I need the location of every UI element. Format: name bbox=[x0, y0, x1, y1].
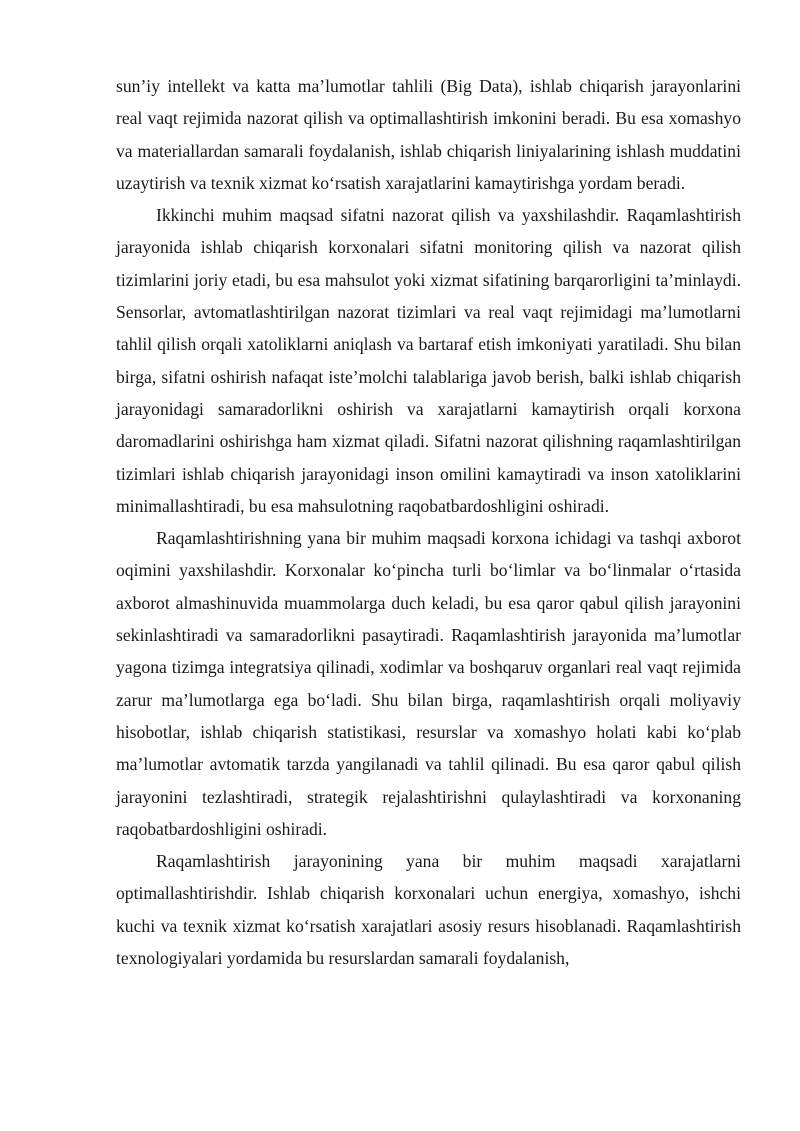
paragraph-cost-optimization: Raqamlashtirish jarayonining yana bir muhim maqsadi xarajatlarni optimallashtirishdir. Ishlab chiqarish korxonalari uchun energiya, xomashyo, ishchi kuchi va texnik xizmat ko‘rsatish xarajatlari asosiy resurs hisoblanadi. Raqamlashtirish texnologiyalari yordamida bu resurslardan samarali foydalanish, bbox=[116, 851, 741, 969]
document-body bbox=[116, 70, 741, 974]
paragraph-quality-control: Ikkinchi muhim maqsad sifatni nazorat qilish va yaxshilashdir. Raqamlashtirish jarayonida ishlab chiqarish korxonalari sifatni monitoring qilish va nazorat qilish tizimlarini joriy etadi, bu esa mahsulot yoki xizmat sifatining barqarorligini ta’minlaydi. Sensorlar, avtomatlashtirilgan nazorat tizimlari va real vaqt rejimidagi ma’lumotlarni tahlil qilish orqali xatoliklarni aniqlash va bartaraf etish imkoniyati yaratiladi. Shu bilan birga, sifatni oshirish nafaqat iste’molchi talablariga javob berish, balki ishlab chiqarish jarayonidagi samaradorlikni oshirish va xarajatlarni kamaytirish orqali korxona daromadlarini oshirishga ham xizmat qiladi. Sifatni nazorat qilishning raqamlashtirilgan tizimlari ishlab chiqarish jarayonidagi inson omilini kamaytiradi va inson xatoliklarini minimallashtiradi, bu esa mahsulotning raqobatbardoshligini oshiradi. bbox=[116, 205, 741, 516]
paragraph-continuation: sun’iy intellekt va katta ma’lumotlar tahlili (Big Data), ishlab chiqarish jarayonlarini real vaqt rejimida nazorat qilish va optimallashtirish imkonini beradi. Bu esa xomashyo va materiallardan samarali foydalanish, ishlab chiqarish liniyalarining ishlash muddatini uzaytirish va texnik xizmat ko‘rsatish xarajatlarini kamaytirishga yordam beradi. bbox=[116, 76, 741, 193]
paragraph-information-flow: Raqamlashtirishning yana bir muhim maqsadi korxona ichidagi va tashqi axborot oqimini yaxshilashdir. Korxonalar ko‘pincha turli bo‘limlar va bo‘linmalar o‘rtasida axborot almashinuvida muammolarga duch keladi, bu esa qaror qabul qilish jarayonini sekinlashtiradi va samaradorlikni pasaytiradi. Raqamlashtirish jarayonida ma’lumotlar yagona tizimga integratsiya qilinadi, xodimlar va boshqaruv organlari real vaqt rejimida zarur ma’lumotlarga ega bo‘ladi. Shu bilan birga, raqamlashtirish orqali moliyaviy hisobotlar, ishlab chiqarish statistikasi, resurslar va xomashyo holati kabi ko‘plab ma’lumotlar avtomatik tarzda yangilanadi va tahlil qilinadi. Bu esa qaror qabul qilish jarayonini tezlashtiradi, strategik rejalashtirishni qulaylashtiradi va korxonaning raqobatbardoshligini oshiradi. bbox=[116, 528, 741, 839]
